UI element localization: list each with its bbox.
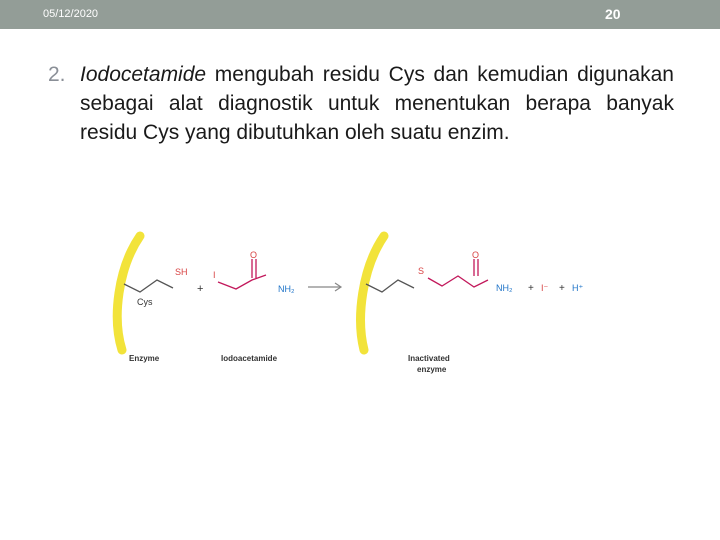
enzyme-surface — [117, 236, 140, 350]
oxygen-label: O — [250, 250, 258, 260]
list-item — [48, 60, 674, 147]
item-number: 2. — [48, 63, 66, 86]
slide-number: 20 — [605, 6, 621, 22]
iodoacetamide-label: Iodoacetamide — [221, 354, 278, 363]
iodoacetamide-bonds — [218, 275, 266, 289]
iodine-label: I — [213, 270, 216, 280]
reaction-diagram — [100, 228, 620, 388]
enzyme-surface-product — [361, 236, 384, 350]
cys-label: Cys — [137, 297, 153, 307]
product-chain — [366, 280, 414, 292]
plus-sign: + — [197, 283, 204, 295]
proton-label: H⁺ — [572, 283, 584, 293]
plus-sign-3: + — [559, 283, 565, 294]
nh2-label: NH₂ — [278, 284, 295, 294]
enzyme-label-2: enzyme — [417, 365, 447, 374]
item-body: mengubah residu Cys dan kemudian digunakan sebagai alat diagnostik untuk menentukan berapa banyak residu Cys yang dibutuhkan oleh suatu enzim. — [80, 63, 674, 144]
slide-date: 05/12/2020 — [43, 8, 99, 20]
header-bar — [0, 0, 720, 29]
sh-label: SH — [175, 267, 188, 277]
plus-sign-2: + — [528, 283, 534, 294]
inactivated-label: Inactivated — [408, 354, 450, 363]
cys-chain — [124, 280, 173, 292]
item-text — [80, 60, 674, 147]
enzyme-label: Enzyme — [129, 354, 160, 363]
product-bonds — [428, 276, 488, 287]
product-nh2-label: NH₂ — [496, 283, 513, 293]
item-emphasis: Iodocetamide — [80, 63, 207, 86]
reaction-figure — [100, 228, 620, 388]
product-oxygen-label: O — [472, 250, 480, 260]
s-label: S — [418, 266, 425, 276]
iodide-label: I⁻ — [541, 283, 549, 293]
